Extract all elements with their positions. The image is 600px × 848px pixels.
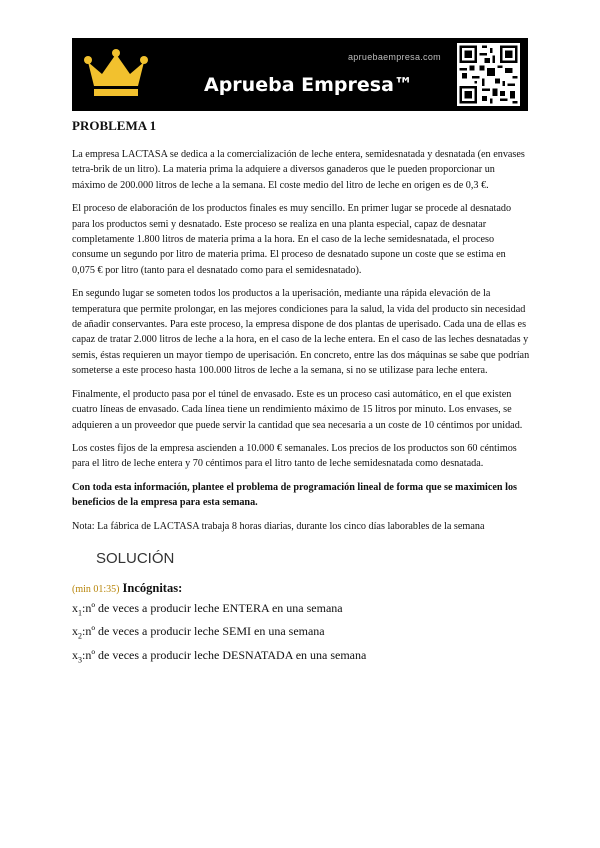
note: Nota: La fábrica de LACTASA trabaja 8 horas diarias, durante los cinco días laborables de la semana	[72, 520, 485, 532]
variable-description: :nº de veces a producir leche DESNATADA en una semana	[82, 647, 367, 662]
header-banner	[72, 38, 528, 111]
variable-subscript: 3	[78, 655, 82, 665]
incognitas-heading	[72, 579, 530, 599]
incognitas-label: Incógnitas:	[122, 580, 183, 595]
variable-subscript: 1	[78, 608, 82, 618]
problem-question: Con toda esta información, plantee el problema de programación lineal de forma que se maximicen los beneficios de la empresa para esta semana.	[72, 481, 518, 509]
solution-title: SOLUCIÓN	[96, 549, 175, 567]
video-timestamp: (min 01:35)	[72, 583, 120, 595]
variable-description: :nº de veces a producir leche ENTERA en una semana	[82, 600, 343, 615]
variable-subscript: 2	[78, 631, 82, 641]
brand-name: Aprueba Empresa™	[204, 74, 413, 96]
variable-description: :nº de veces a producir leche SEMI en una semana	[82, 624, 325, 639]
crown-logo-icon	[84, 48, 148, 100]
variable-symbol: x	[72, 624, 78, 639]
problem-title: PROBLEMA 1	[72, 118, 157, 133]
paragraph: Los costes fijos de la empresa ascienden a 10.000 € semanales. Los precios de los productos son 60 céntimos para el litro de leche entera y 70 céntimos para el litro tanto de leche semidesnatada como desnatada.	[72, 442, 517, 470]
variable-row	[72, 622, 530, 645]
site-url: apruebaempresa.com	[348, 52, 441, 62]
qr-code-icon	[457, 43, 520, 106]
variable-symbol: x	[72, 600, 78, 615]
paragraph: El proceso de elaboración de los productos finales es muy sencillo. En primer lugar se procede al desnatado para los productos semi y desnatado. Este proceso se realiza en una planta especial, capaz de desnatar completamente 1.800 litros de materia prima a la hora. En el caso de la leche semidesnatada, el proceso consume un segundo por litro de materia prima. El proceso de desnatado supone un coste que se estima en 0,075 € por litro (tanto para el desnatado como para el semidesnatado).	[72, 203, 512, 276]
variable-row	[72, 599, 530, 622]
paragraph: La empresa LACTASA se dedica a la comercialización de leche entera, semidesnatada y desnatada (en envases tetra-brik de un litro). La materia prima la adquiere a diversos ganaderos que le pueden proporcionar un máximo de 200.000 litros de leche a la semana. El coste medio del litro de leche en origen es de 0,3 €.	[72, 149, 525, 191]
variable-row	[72, 646, 530, 669]
variables-block	[72, 579, 530, 669]
variable-symbol: x	[72, 647, 78, 662]
paragraph: Finalmente, el producto pasa por el túnel de envasado. Este es un proceso casi automático, en el que existen cuatro líneas de envasado. Cada línea tiene un rendimiento máximo de 15 litros por minuto. Los envases, se adquieren a un proveedor que puede servir la cantidad que sea necesaria a un coste de 10 céntimos por unidad.	[72, 388, 523, 431]
document-body	[72, 118, 530, 669]
paragraph: En segundo lugar se someten todos los productos a la uperisación, mediante una rápida elevación de la temperatura que permite prolongar, en las mejores condiciones para la salud, la vida del producto sin necesidad de añadir conservantes. Para este proceso, la empresa dispone de dos plantas de uperisado. Cada una de ellas es capaz de tratar 2.000 litros de leche a la hora, en el caso de la leche entera. En el caso de las leches desnatadas y semis, éstas requieren un mayor tiempo de uperisación. En concreto, entre las dos máquinas se sabe que podrían someterse a este proceso hasta 100.000 litros de leche a la semana, si no se utilizase para leche entera.	[72, 288, 530, 377]
